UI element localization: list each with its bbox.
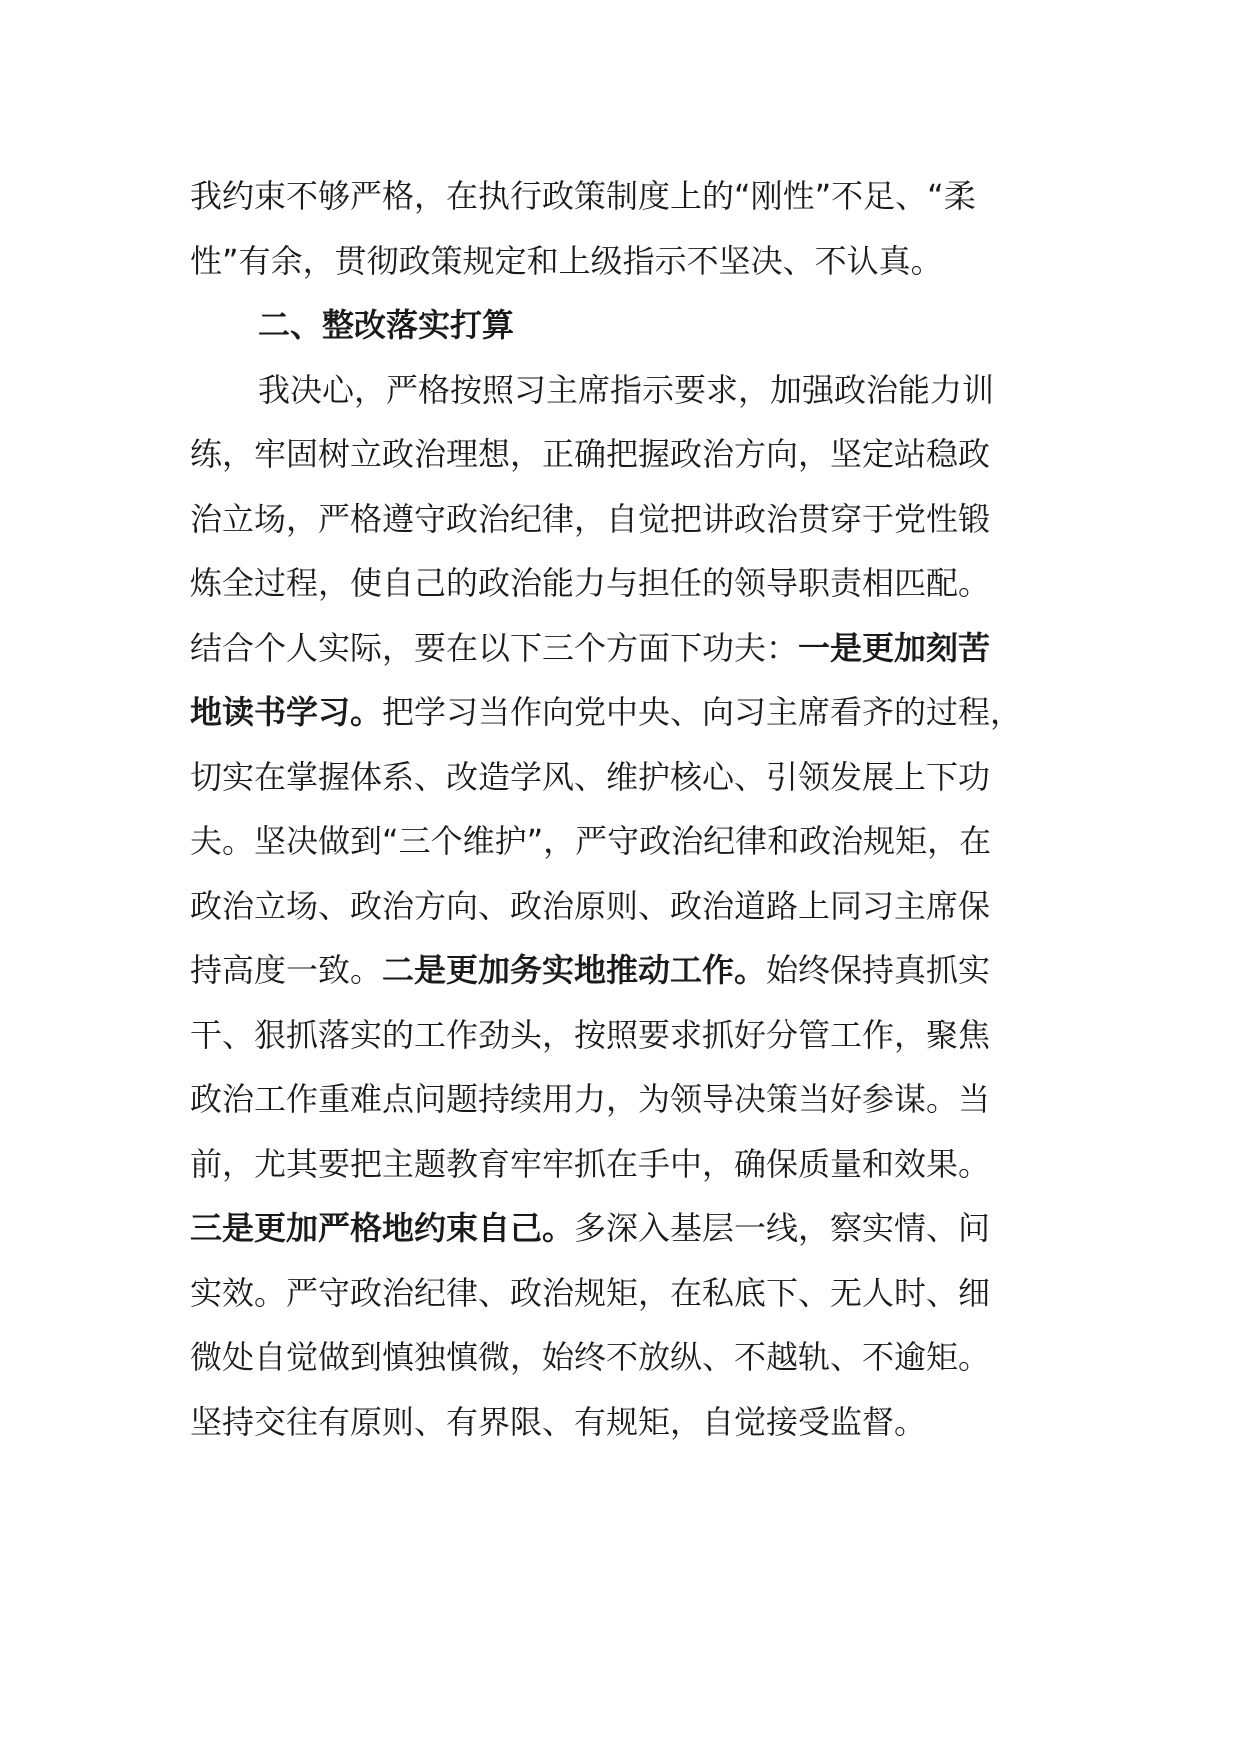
text-segment: 治立场，严格遵守政治纪律，自觉把讲政治贯穿于党性锻: [190, 499, 991, 538]
text-line: [190, 1390, 1060, 1455]
bold-text-segment: 一是更加刻苦: [798, 628, 991, 667]
heading-text: 二、整改落实打算: [258, 306, 515, 344]
text-line: [190, 1003, 1060, 1068]
bold-text-segment: 地读书学习。: [190, 693, 383, 731]
text-line: [190, 874, 1060, 939]
text-line: [190, 809, 1060, 874]
text-segment: 性”有余，贯彻政策规定和上级指示不坚决、不认真。: [190, 241, 943, 280]
text-line: [190, 1132, 1060, 1197]
text-line: [190, 1067, 1060, 1132]
document-body: [190, 164, 1060, 1454]
text-line: [190, 422, 1060, 487]
text-segment: 持高度一致。: [190, 951, 383, 989]
text-segment: 前，尤其要把主题教育牢牢抓在手中，确保质量和效果。: [190, 1144, 991, 1183]
text-segment: 始终保持真抓实: [766, 951, 991, 989]
text-line: [190, 745, 1060, 810]
text-segment: 政治工作重难点问题持续用力，为领导决策当好参谋。当: [190, 1080, 991, 1118]
text-line: [190, 229, 1060, 294]
paragraph-first-line: [190, 358, 1060, 423]
text-line: [190, 1261, 1060, 1326]
text-line: [190, 680, 1060, 745]
text-line: [190, 938, 1060, 1003]
text-line: [190, 551, 1060, 616]
text-segment: 实效。严守政治纪律、政治规矩，在私底下、无人时、细: [190, 1273, 991, 1312]
text-segment: 干、狠抓落实的工作劲头，按照要求抓好分管工作，聚焦: [190, 1015, 991, 1054]
text-line: [190, 164, 1060, 229]
section-heading: [190, 293, 1060, 358]
text-segment: 切实在掌握体系、改造学风、维护核心、引领发展上下功: [190, 757, 991, 796]
text-segment: 坚持交往有原则、有界限、有规矩，自觉接受监督。: [190, 1402, 927, 1441]
text-line: [190, 1196, 1060, 1261]
text-line: [190, 1325, 1060, 1390]
text-segment: 多深入基层一线，察实情、问: [574, 1209, 991, 1247]
text-line: [190, 487, 1060, 552]
bold-text-segment: 二是更加务实地推动工作。: [382, 951, 767, 989]
text-segment: 结合个人实际，要在以下三个方面下功夫：: [190, 628, 799, 667]
text-segment: 政治立场、政治方向、政治原则、政治道路上同习主席保: [190, 886, 991, 925]
text-segment: 练，牢固树立政治理想，正确把握政治方向，坚定站稳政: [190, 435, 991, 473]
text-segment: 微处自觉做到慎独慎微，始终不放纵、不越轨、不逾矩。: [190, 1338, 991, 1376]
text-segment: 我决心，严格按照习主席指示要求，加强政治能力训: [258, 370, 995, 409]
bold-text-segment: 三是更加严格地约束自己。: [190, 1209, 575, 1247]
text-segment: 我约束不够严格，在执行政策制度上的“刚性”不足、“柔: [190, 177, 976, 215]
text-segment: 炼全过程，使自己的政治能力与担任的领导职责相匹配。: [190, 564, 991, 602]
text-segment: 把学习当作向党中央、向习主席看齐的过程，: [382, 693, 1023, 731]
text-line: [190, 616, 1060, 681]
text-segment: 夫。坚决做到“三个维护”，严守政治纪律和政治规矩，在: [190, 822, 992, 860]
